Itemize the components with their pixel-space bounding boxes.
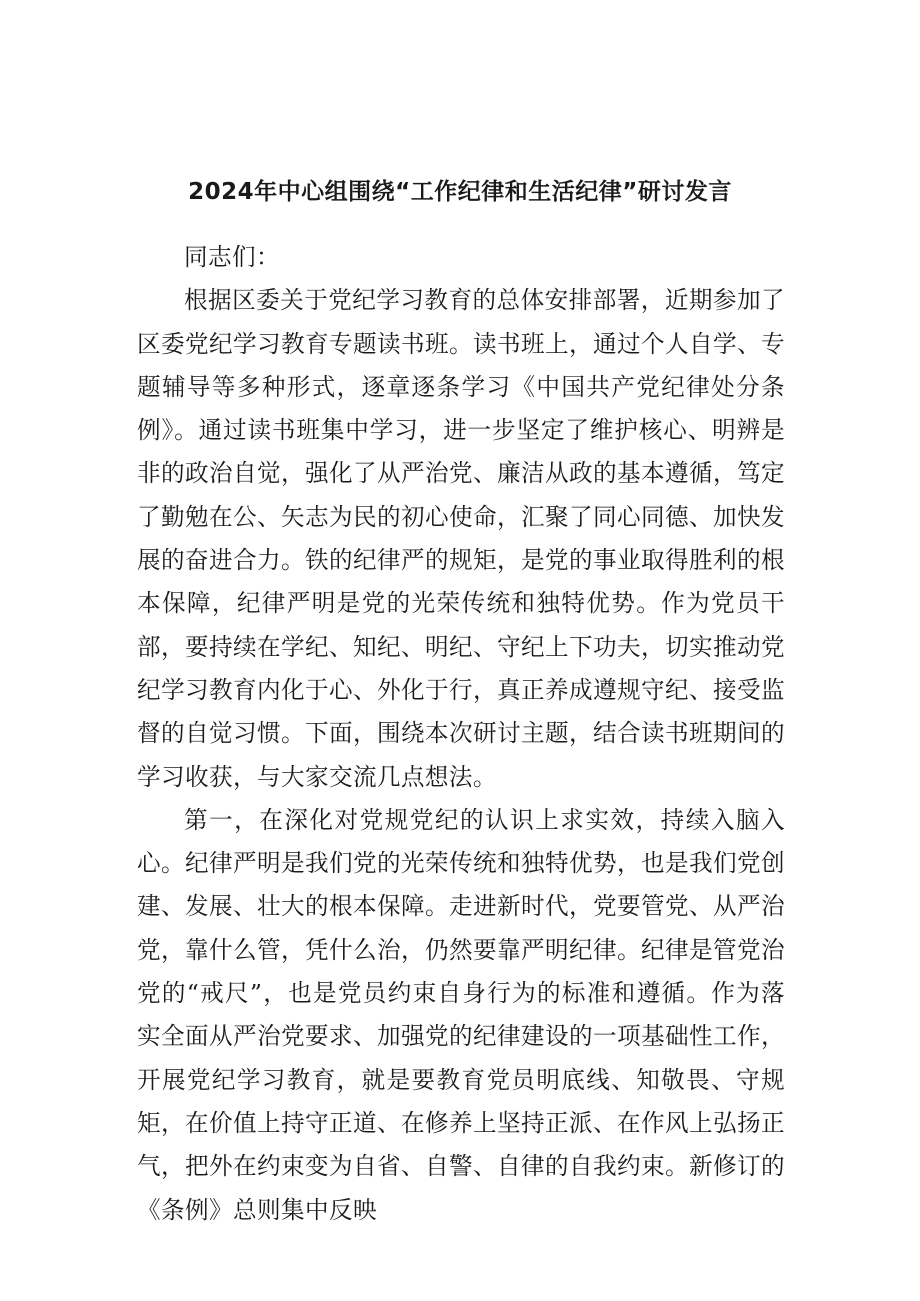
document-body — [137, 236, 785, 1232]
paragraph-intro: 根据区委关于党纪学习教育的总体安排部署，近期参加了区委党纪学习教育专题读书班。读书班上，通过个人自学、专题辅导等多种形式，逐章逐条学习《中国共产党纪律处分条例》。通过读书班集中学习，进一步坚定了维护核心、明辨是非的政治自觉，强化了从严治党、廉洁从政的基本遵循，笃定了勤勉在公、矢志为民的初心使命，汇聚了同心同德、加快发展的奋进合力。铁的纪律严的规矩，是党的事业取得胜利的根本保障，纪律严明是党的光荣传统和独特优势。作为党员干部，要持续在学纪、知纪、明纪、守纪上下功夫，切实推动党纪学习教育内化于心、外化于行，真正养成遵规守纪、接受监督的自觉习惯。下面，围绕本次研讨主题，结合读书班期间的学习收获，与大家交流几点想法。 — [137, 286, 785, 791]
salutation: 同志们： — [184, 243, 280, 271]
document-title: 2024年中心组围绕“工作纪律和生活纪律”研讨发言 — [188, 179, 732, 205]
paragraph-first-point: 第一，在深化对党规党纪的认识上求实效，持续入脑入心。纪律严明是我们党的光荣传统和独特优势，也是我们党创建、发展、壮大的根本保障。走进新时代，党要管党、从严治党，靠什么管，凭什么治，仍然要靠严明纪律。纪律是管党治党的“戒尺”，也是党员约束自身行为的标准和遵循。作为落实全面从严治党要求、加强党的纪律建设的一项基础性工作，开展党纪学习教育，就是要教育党员明底线、知敬畏、守规矩，在价值上持守正道、在修养上坚持正派、在作风上弘扬正气，把外在约束变为自省、自警、自律的自我约束。新修订的《条例》总则集中反映 — [137, 805, 785, 1224]
